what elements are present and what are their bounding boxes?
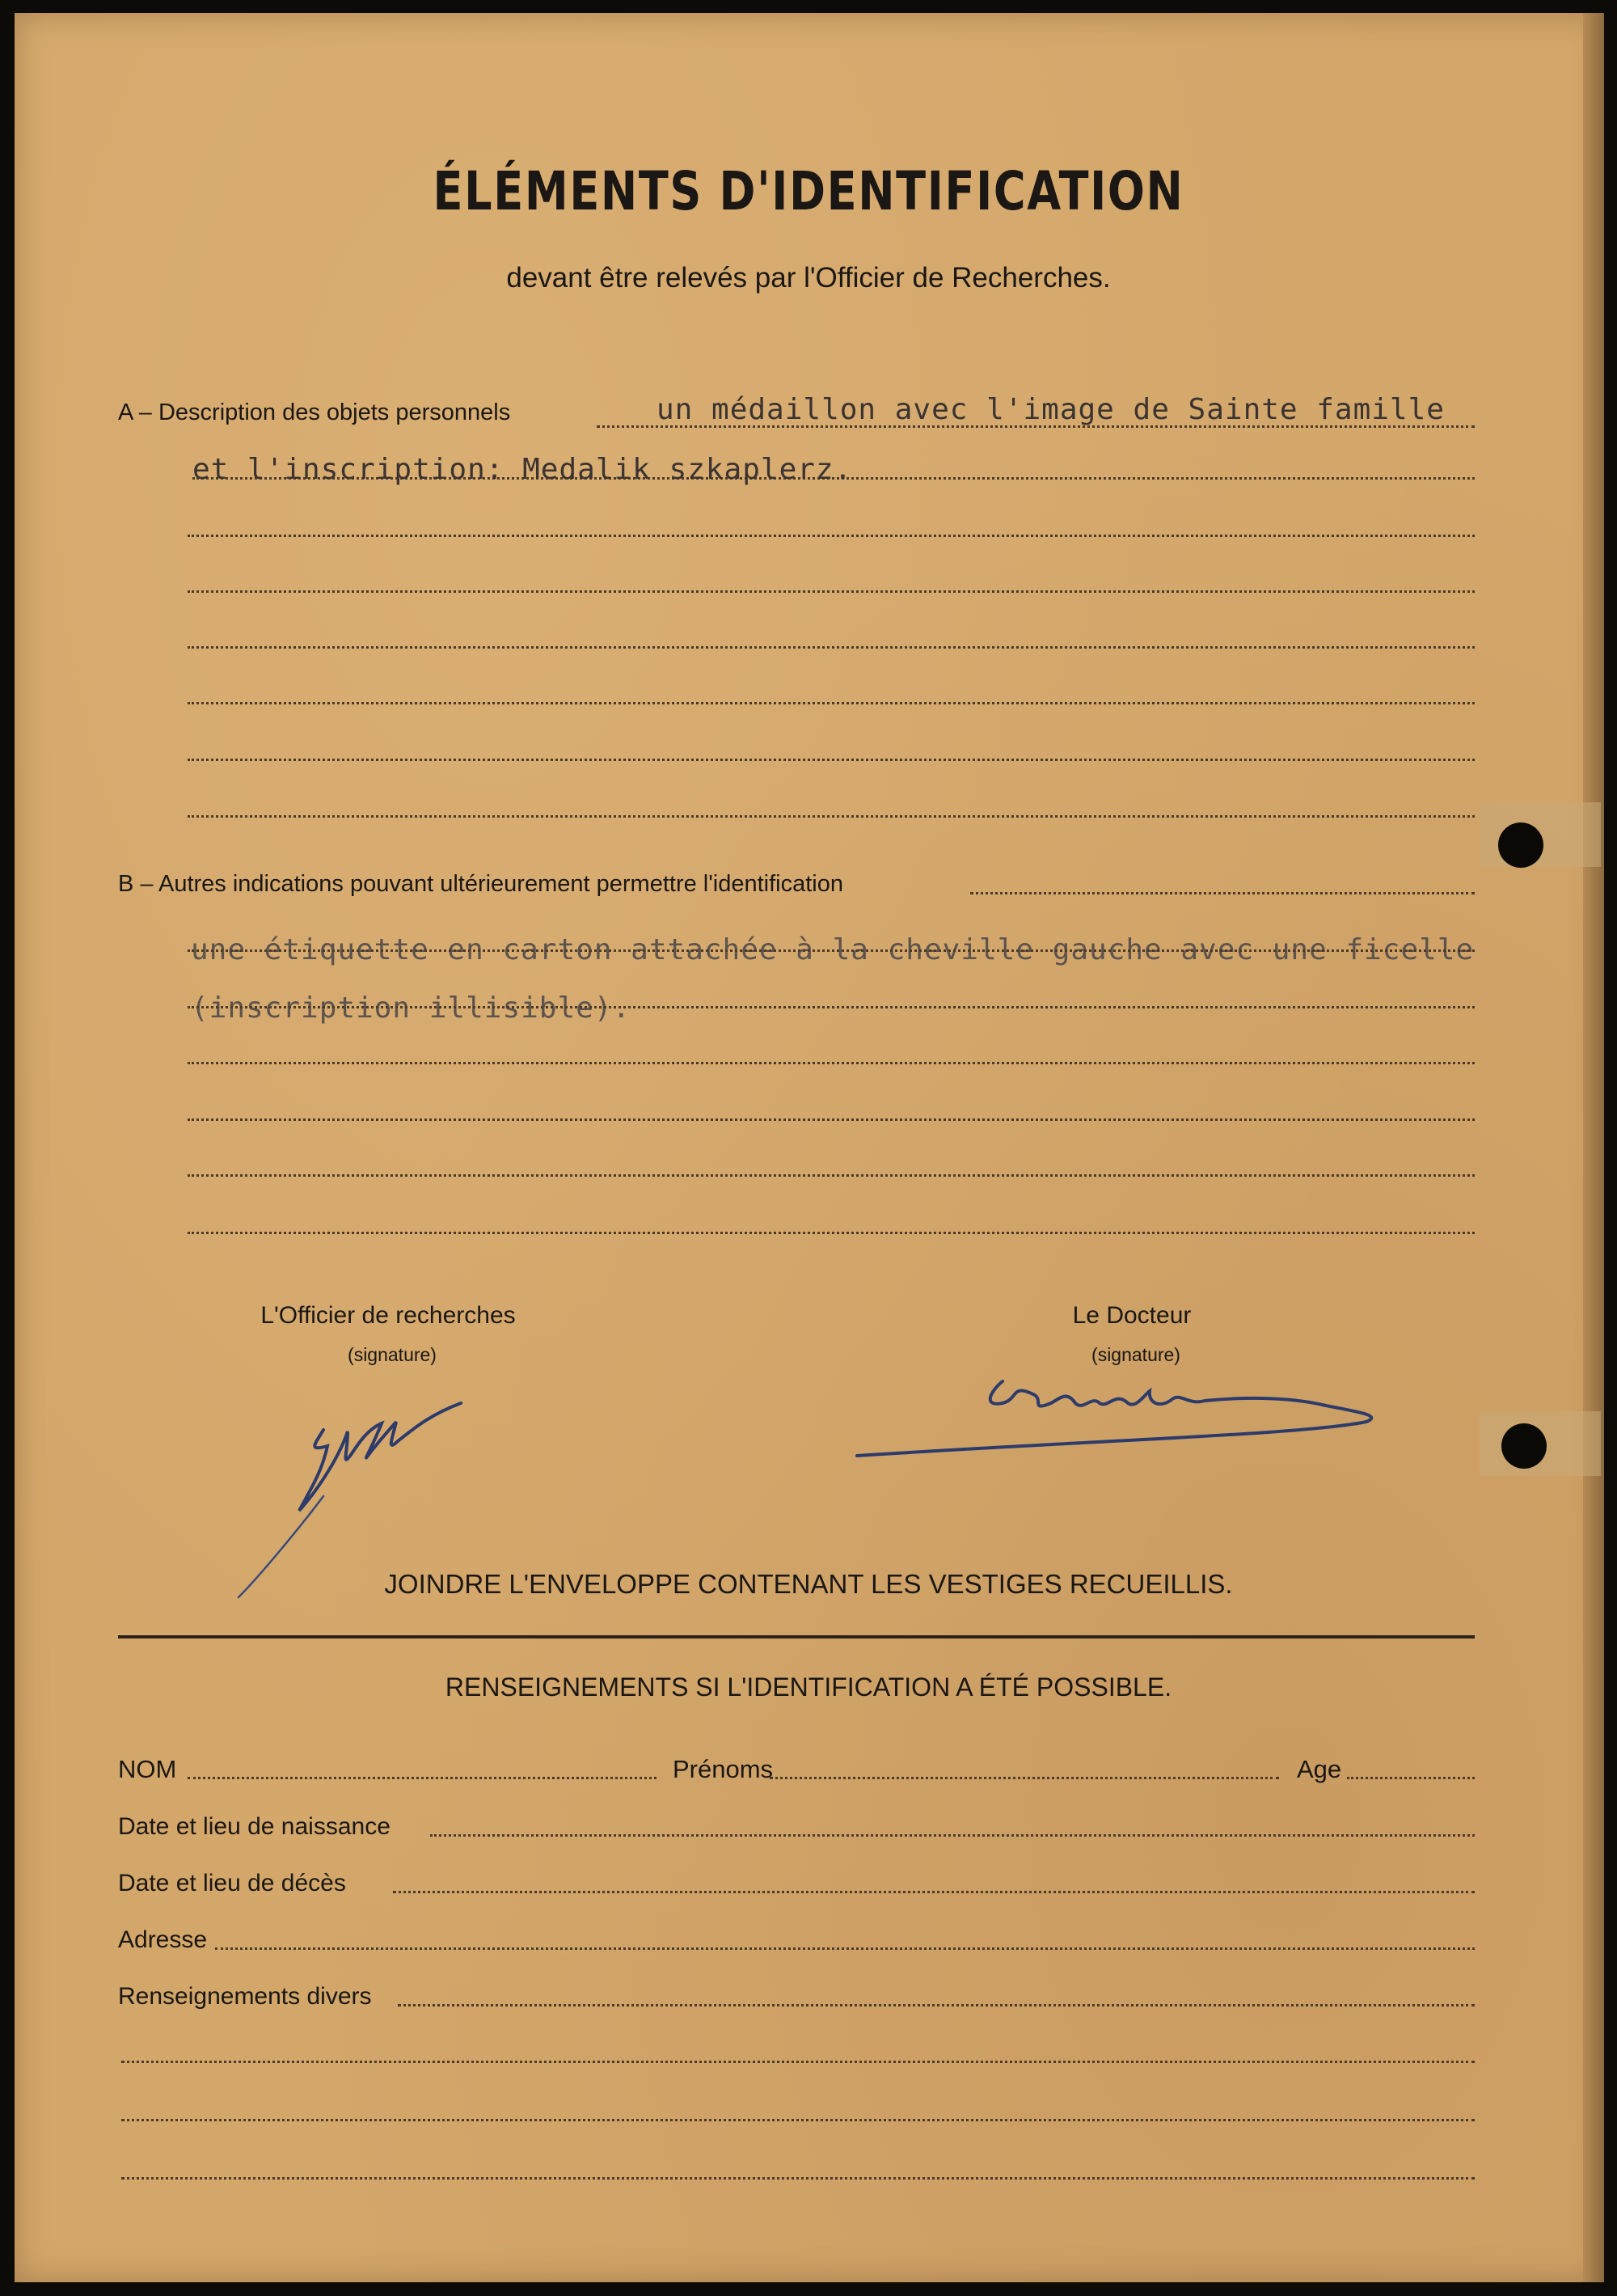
section-a-entry-1: un médaillon avec l'image de Sainte famille	[657, 393, 1445, 426]
section-b-label: B – Autres indications pouvant ultérieurement permettre l'identification	[118, 871, 843, 897]
section-a-label: A – Description des objets personnels	[118, 400, 511, 425]
dotted-line	[121, 2119, 1475, 2121]
dotted-line	[188, 535, 1475, 537]
dotted-line	[398, 2004, 1475, 2006]
form-subtitle: devant être relevés par l'Officier de Recherches.	[506, 262, 1111, 294]
adresse-label: Adresse	[118, 1926, 208, 1953]
divers-label: Renseignements divers	[118, 1983, 372, 2010]
naissance-label: Date et lieu de naissance	[118, 1813, 391, 1840]
dotted-line	[188, 1174, 1475, 1177]
identification-heading: RENSEIGNEMENTS SI L'IDENTIFICATION A ÉTÉ POSSIBLE.	[445, 1672, 1172, 1702]
dotted-line	[188, 759, 1475, 761]
dotted-line	[188, 1118, 1475, 1121]
section-divider	[118, 1635, 1475, 1638]
doctor-label: Le Docteur	[1072, 1302, 1192, 1329]
form-title: ÉLÉMENTS D'IDENTIFICATION	[433, 160, 1184, 222]
punch-hole	[1501, 1423, 1547, 1469]
dotted-line	[188, 815, 1475, 818]
dotted-line	[970, 892, 1475, 894]
doctor-signature-caption: (signature)	[1091, 1344, 1180, 1365]
dotted-line	[188, 1777, 657, 1779]
dotted-line	[188, 949, 1475, 952]
dotted-line	[188, 1062, 1475, 1064]
officer-label: L'Officier de recherches	[260, 1302, 516, 1329]
nom-label: NOM	[118, 1755, 177, 1783]
dotted-line	[188, 590, 1475, 593]
prenoms-label: Prénoms	[673, 1755, 774, 1783]
section-b-entry-1: une étiquette en carton attachée à la cheville gauche avec une ficelle	[191, 933, 1475, 966]
dotted-line	[188, 1006, 1475, 1008]
section-b-entry-2: (inscription illisible).	[191, 992, 631, 1025]
dotted-line	[1347, 1777, 1475, 1779]
dotted-line	[215, 1947, 1475, 1950]
page-edge	[1583, 13, 1604, 2282]
doctor-signature	[849, 1359, 1399, 1472]
dotted-line	[121, 2061, 1475, 2063]
dotted-line	[188, 646, 1475, 649]
section-a-entry-2: et l'inscription: Medalik szkaplerz.	[192, 453, 853, 486]
dotted-line	[188, 1232, 1475, 1234]
dotted-line	[188, 702, 1475, 704]
dotted-line	[121, 2177, 1475, 2180]
punch-hole	[1498, 822, 1543, 868]
age-label: Age	[1297, 1755, 1342, 1783]
deces-label: Date et lieu de décès	[118, 1870, 346, 1896]
dotted-line	[393, 1891, 1475, 1893]
document-sheet	[15, 13, 1604, 2282]
dotted-line	[430, 1834, 1475, 1837]
dotted-line	[770, 1777, 1279, 1779]
enclosure-notice: JOINDRE L'ENVELOPPE CONTENANT LES VESTIGES RECUEILLIS.	[384, 1569, 1233, 1599]
officer-signature-caption: (signature)	[348, 1344, 437, 1365]
